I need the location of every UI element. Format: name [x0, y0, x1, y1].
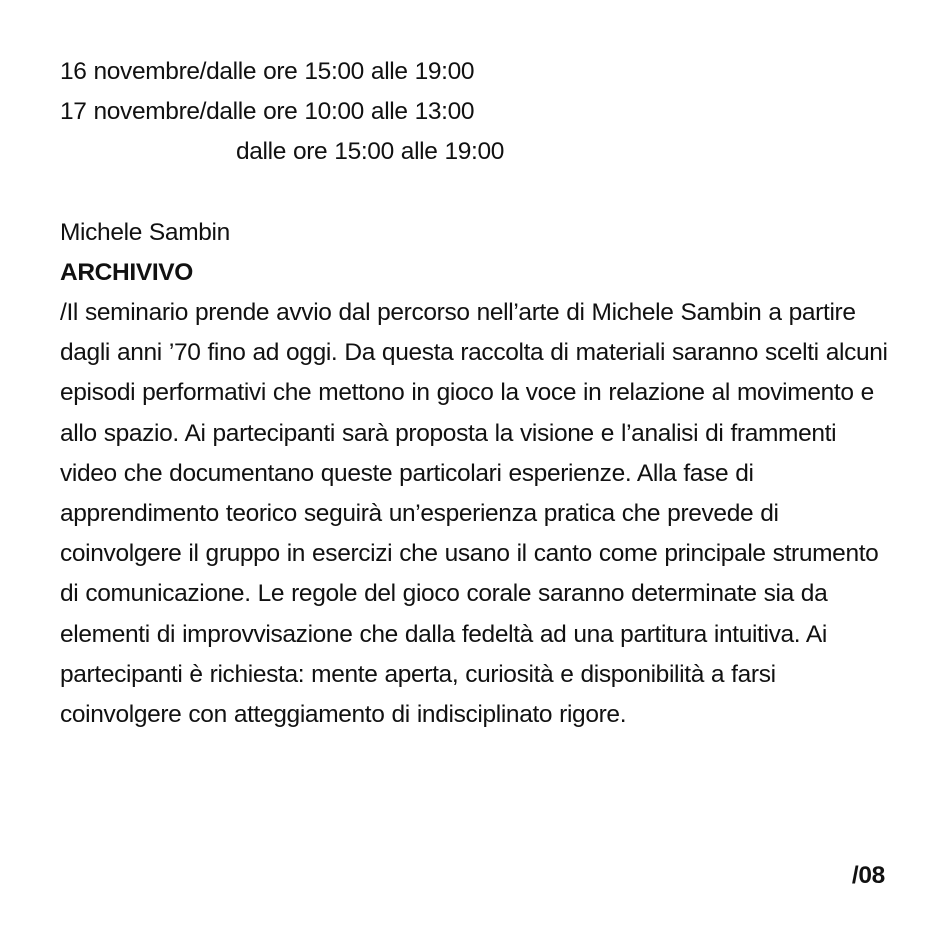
author-name: Michele Sambin	[60, 218, 230, 246]
section-spacer	[60, 173, 900, 213]
schedule-block	[60, 52, 900, 173]
document-page	[60, 52, 900, 735]
seminar-description: /Il seminario prende avvio dal percorso nell’arte di Michele Sambin a partire dagli anni ’70 fino ad oggi. Da questa raccolta di materiali saranno scelti alcuni episodi performativi che mettono in gioco la voce in relazione al movimento e allo spazio. Ai partecipanti sarà proposta la visione e l’analisi di frammenti video che documentano queste particolari esperienze. Alla fase di apprendimento teorico seguirà un’esperienza pratica che prevede di coinvolgere il gruppo in esercizi che usano il canto come principale strumento di comunicazione. Le regole del gioco corale saranno determinate sia da elementi di improvvisazione che dalla fedeltà ad una partitura intuitiva. Ai partecipanti è richiesta: mente aperta, curiosità e disponibilità a farsi coinvolgere con atteggiamento di indisciplinato rigore.	[60, 299, 888, 729]
page-number: /08	[851, 862, 885, 889]
seminar-title: ARCHIVIVO	[60, 258, 193, 286]
schedule-line-1: 16 novembre/dalle ore 15:00 alle 19:00	[60, 58, 475, 85]
schedule-line-3: dalle ore 15:00 alle 19:00	[236, 138, 505, 166]
schedule-line-2: 17 novembre/dalle ore 10:00 alle 13:00	[60, 98, 475, 126]
